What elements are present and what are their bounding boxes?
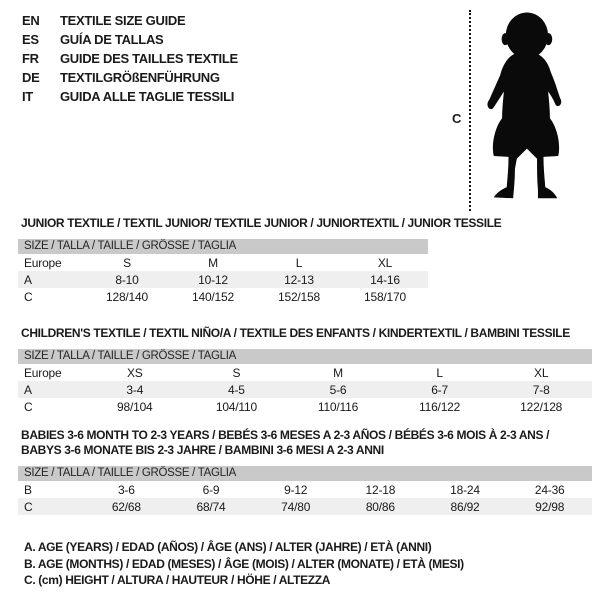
- language-row: [22, 68, 238, 87]
- height-measure-line: [469, 10, 471, 211]
- table-cell: 86/92: [450, 499, 480, 514]
- table-row: [18, 271, 428, 288]
- language-code: EN: [22, 13, 40, 28]
- section-babies-textile: [18, 428, 600, 515]
- table-body: [18, 481, 592, 515]
- language-code: FR: [22, 51, 39, 66]
- table-cell: 110/116: [317, 399, 359, 414]
- table-cell: 122/128: [520, 399, 563, 414]
- language-title: TEXTILE SIZE GUIDE: [60, 13, 186, 28]
- table-cell: 128/140: [106, 289, 148, 304]
- section-title: CHILDREN'S TEXTILE / TEXTIL NIÑO/A / TEXTILE DES ENFANTS / KINDERTEXTIL / BAMBINI TESSILE: [21, 326, 570, 340]
- row-label: C: [24, 499, 33, 514]
- table-cell: 6-7: [431, 382, 448, 397]
- table-row: [18, 498, 592, 515]
- table-row: [18, 288, 428, 305]
- section-title-line1: BABIES 3-6 MONTH TO 2-3 YEARS / BEBÉS 3-6 MESES A 2-3 AÑOS / BÉBÉS 3-6 MOIS À 2-3 ANS /: [21, 428, 550, 442]
- language-row: [22, 87, 238, 106]
- table-cell: M: [333, 365, 343, 380]
- language-list: [22, 11, 238, 106]
- language-code: ES: [22, 32, 39, 47]
- junior-size-table: [18, 239, 428, 305]
- table-cell: 3-6: [117, 482, 135, 497]
- table-cell: XS: [126, 365, 143, 380]
- table-cell: S: [232, 365, 241, 380]
- table-cell: 92/98: [535, 499, 565, 514]
- table-cell: XL: [534, 365, 549, 380]
- table-cell: 152/158: [278, 289, 320, 304]
- table-cell: 140/152: [192, 289, 234, 304]
- table-cell: 104/110: [215, 399, 257, 414]
- table-cell: 12-18: [365, 482, 396, 497]
- table-cell: 68/74: [196, 499, 226, 514]
- row-label: B: [24, 482, 32, 497]
- table-row: [18, 481, 592, 498]
- table-cell: XL: [377, 255, 393, 270]
- height-figure: [452, 8, 572, 211]
- footnotes: [24, 539, 600, 589]
- babies-size-table: [18, 466, 592, 515]
- footnote-line: B. AGE (MONTHS) / EDAD (MESES) / ÂGE (MOIS) / ALTER (MONATE) / ETÀ (MESI): [24, 556, 464, 571]
- section-children-textile: [18, 326, 600, 415]
- table-cell: 80/86: [365, 499, 395, 514]
- table-cell: 74/80: [281, 499, 311, 514]
- size-header-bar: SIZE / TALLA / TAILLE / GRÖSSE / TAGLIA: [18, 239, 428, 254]
- table-row: [18, 381, 592, 398]
- row-label: A: [24, 272, 32, 287]
- row-label: Europe: [24, 255, 62, 270]
- header: [0, 0, 600, 213]
- table-cell: 3-4: [126, 382, 144, 397]
- table-cell: 158/170: [364, 289, 406, 304]
- table-cell: 12-13: [284, 272, 314, 287]
- table-cell: 8-10: [115, 272, 139, 287]
- table-row: [18, 254, 428, 271]
- table-cell: 62/68: [111, 499, 141, 514]
- footnote-line: A. AGE (YEARS) / EDAD (AÑOS) / ÂGE (ANS) / ALTER (JAHRE) / ETÀ (ANNI): [24, 540, 432, 554]
- language-code: IT: [22, 89, 33, 104]
- language-row: [22, 11, 238, 30]
- footnote-line: C. (cm) HEIGHT / ALTURA / HAUTEUR / HÖHE / ALTEZZA: [24, 573, 331, 587]
- language-title: GUIDA ALLE TAGLIE TESSILI: [60, 89, 235, 104]
- table-cell: 18-24: [450, 482, 480, 497]
- table-cell: L: [295, 255, 303, 270]
- table-cell: 7-8: [532, 382, 550, 397]
- size-header-bar: SIZE / TALLA / TAILLE / GRÖSSE / TAGLIA: [18, 349, 592, 364]
- table-cell: 98/104: [117, 399, 153, 414]
- table-body: [18, 254, 428, 305]
- row-label: C: [24, 289, 33, 304]
- table-cell: 14-16: [370, 272, 400, 287]
- table-cell: 24-36: [534, 482, 565, 497]
- size-header-bar: SIZE / TALLA / TAILLE / GRÖSSE / TAGLIA: [18, 466, 592, 481]
- table-cell: 6-9: [202, 482, 220, 497]
- table-cell: 10-12: [198, 272, 228, 287]
- height-label-c: C: [452, 111, 462, 126]
- section-junior-textile: [18, 216, 600, 305]
- baby-silhouette-icon: [480, 8, 572, 211]
- table-body: [18, 364, 592, 415]
- row-label: Europe: [24, 365, 62, 380]
- children-size-table: [18, 349, 592, 415]
- row-label: C: [24, 399, 33, 414]
- row-label: A: [24, 382, 32, 397]
- language-code: DE: [22, 70, 40, 85]
- table-cell: 9-12: [284, 482, 308, 497]
- table-cell: 4-5: [228, 382, 245, 397]
- language-row: [22, 49, 238, 68]
- table-cell: M: [208, 255, 218, 270]
- language-title: GUIDE DES TAILLES TEXTILE: [60, 51, 238, 66]
- table-cell: L: [436, 365, 443, 380]
- language-row: [22, 30, 238, 49]
- section-title-line2: BABYS 3-6 MONATE BIS 2-3 JAHRE / BAMBINI 3-6 MESI A 2-3 ANNI: [21, 443, 384, 457]
- language-title: GUÍA DE TALLAS: [60, 32, 164, 47]
- table-cell: S: [123, 255, 131, 270]
- table-row: [18, 364, 592, 381]
- table-row: [18, 398, 592, 415]
- table-cell: 116/122: [419, 399, 461, 414]
- section-title: JUNIOR TEXTILE / TEXTIL JUNIOR/ TEXTILE JUNIOR / JUNIORTEXTIL / JUNIOR TESSILE: [21, 216, 502, 230]
- language-title: TEXTILGRÖßENFÜHRUNG: [60, 70, 220, 85]
- table-cell: 5-6: [329, 382, 347, 397]
